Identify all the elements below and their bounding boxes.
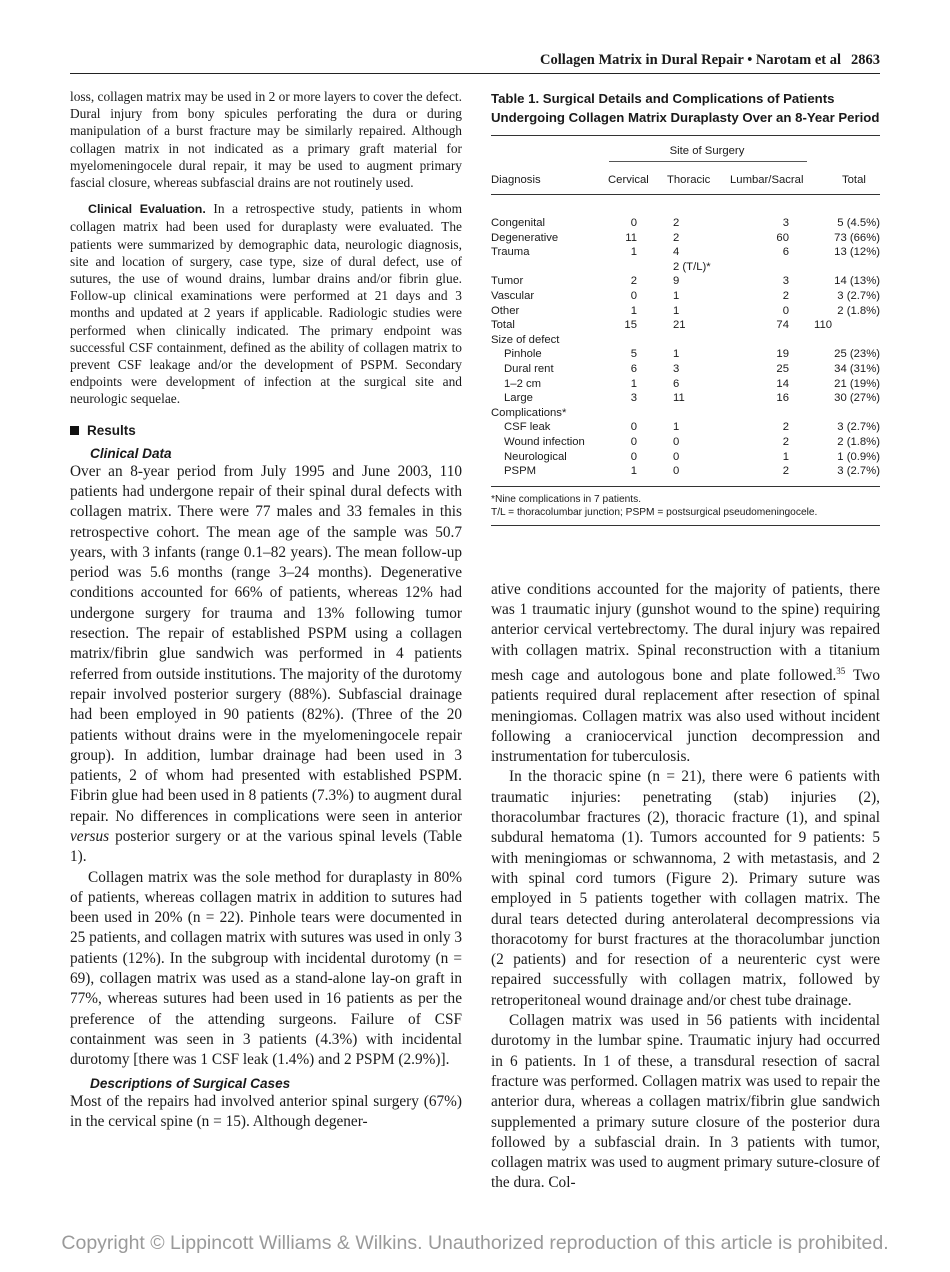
table-caption: Table 1. Surgical Details and Complications of Patients Undergoing Collagen Matrix Duraplasty Over an 8-Year Period	[491, 91, 880, 125]
cell-total: 2 (1.8%)	[837, 304, 880, 317]
clinical-data-text-a: Over an 8-year period from July 1995 and June 2003, 110 patients had undergone repair of their spinal dural defects with collagen matrix. There were 77 males and 33 females in this retrospective cohort. The mean age of the sample was 50.7 years, with 3 infants (range 0.1–82 years). The mean follow-up period was 5.6 months (range 3–24 months). Degenerative conditions accounted for 66% of patients, whereas 12% had undergone surgery for trauma and 13% following tumor resection. The repair of established PSPM using a collagen matrix/fibrin glue sandwich was performed in 4 patients referred from outside institutions. The majority of the durotomy repair involved posterior surgery (88%). Subfascial drainage had been employed in 90 patients (82%). (Three of the 20 patients without drains were in the myelomeningocele repair group). In addition, lumbar drainage had been used in 3 patients, 2 of whom had presented with established PSPM. Fibrin glue had been used in 8 patients (7.3%) to augment dural repair. No differences in complications were seen in anterior	[70, 462, 462, 825]
row-label: Wound infection	[504, 435, 585, 448]
table-body	[491, 195, 880, 486]
row-label: Total	[491, 319, 515, 332]
table-footnote-abbreviations: T/L = thoracolumbar junction; PSPM = postsurgical pseudomeningocele.	[491, 506, 818, 518]
cell-total: 14 (13%)	[834, 275, 880, 288]
paragraph-clinical-evaluation	[70, 200, 462, 407]
cell-total: 3 (2.7%)	[837, 289, 880, 302]
table-footnotes	[491, 487, 880, 525]
table-row	[491, 378, 880, 393]
table-footnote-complications: *Nine complications in 7 patients.	[491, 493, 642, 505]
table-row	[491, 465, 880, 480]
cell-total: 3 (2.7%)	[837, 465, 880, 478]
table-row	[491, 217, 880, 232]
clinical-evaluation-runin-heading: Clinical Evaluation.	[88, 202, 206, 217]
cell-thoracic: 2	[673, 217, 680, 229]
table-row	[491, 261, 880, 276]
cervical-cases-text-a: ative conditions accounted for the majority of patients, there was 1 traumatic injury (gunshot wound to the spine) requiring anterior cervical vertebrectomy. The dural injury was repaired with collagen matrix. Spinal reconstruction with a titanium mesh cage and autologous bone and plate followed.	[491, 580, 880, 684]
table-row	[491, 436, 880, 451]
cell-total: 110	[814, 319, 833, 332]
row-label: Size of defect	[491, 333, 560, 346]
results-heading-text: Results	[87, 422, 136, 438]
cell-cervical: 5	[630, 348, 637, 361]
paragraph-collagen-layers: loss, collagen matrix may be used in 2 or more layers to cover the defect. Dural injury from bony spicules perforating the dura or during manipulation of a burst fracture may be similarly repaired. Although collagen matrix in not indicated as a primary graft material for myelomeningocele dural repair, it may be used to augment primary fascial closure, whereas subfascial drains are not routinely used.	[70, 89, 462, 191]
row-label: Dural rent	[504, 362, 554, 375]
cell-thoracic: 11	[673, 392, 685, 405]
cell-lumbar-sacral: 74	[776, 319, 789, 332]
cell-lumbar-sacral: 2	[782, 435, 789, 448]
row-label: Pinhole	[504, 348, 542, 361]
cell-total: 5 (4.5%)	[837, 217, 880, 229]
row-label: PSPM	[504, 465, 537, 478]
row-label: Degenerative	[491, 231, 559, 244]
table-row	[491, 232, 880, 247]
header-rule	[70, 73, 880, 74]
site-header-rule	[609, 161, 807, 162]
table-row	[491, 348, 880, 363]
table-row	[491, 334, 880, 349]
table-header	[491, 136, 880, 194]
clinical-data-text-b: posterior surgery or at the various spinal levels (Table 1).	[70, 828, 462, 866]
right-column	[491, 88, 880, 1194]
cell-thoracic: 21	[673, 319, 686, 332]
table-row	[491, 451, 880, 466]
table-row	[491, 363, 880, 378]
cell-thoracic: 3	[673, 362, 680, 375]
paragraph-surgical-cases: Most of the repairs had involved anterior spinal surgery (67%) in the cervical spine (n = 15). Although degener-	[70, 1092, 462, 1130]
col-header-lumbar-sacral: Lumbar/Sacral	[730, 174, 804, 186]
cell-cervical: 11	[625, 231, 637, 244]
paragraph-lumbar-spine: Collagen matrix was used in 56 patients with incidental durotomy in the lumbar spine. Traumatic injury had occurred in 6 patients. In 1 of these, a transdural resection of sacral fracture was performed. Collagen matrix was used to repair the anterior dura, whereas a collagen matrix/fibrin glue sandwich supplemented a primary suture closure of the posterior dura followed by a subfascial drain. In 3 patients with tumor, collagen matrix was used to augment primary suture-closure of the dura. Col-	[491, 1012, 880, 1192]
col-header-diagnosis: Diagnosis	[491, 174, 541, 186]
row-label: Complications*	[491, 406, 567, 419]
cell-total: 13 (12%)	[834, 246, 880, 259]
cell-thoracic: 1	[673, 304, 680, 317]
row-label: Tumor	[491, 275, 524, 288]
table-row	[491, 275, 880, 290]
cell-thoracic: 6	[673, 377, 680, 390]
cell-lumbar-sacral: 14	[776, 377, 789, 390]
paragraph-cervical-cases	[491, 580, 880, 768]
cell-thoracic: 1	[673, 289, 680, 302]
row-label: 1–2 cm	[504, 377, 542, 390]
cell-cervical: 6	[630, 362, 637, 375]
table-1	[491, 135, 880, 526]
cell-cervical: 0	[630, 217, 637, 229]
cell-cervical: 0	[630, 450, 637, 463]
cell-cervical: 0	[630, 421, 637, 434]
cell-lumbar-sacral: 2	[782, 289, 789, 302]
cell-total: 1 (0.9%)	[837, 450, 880, 463]
results-heading	[70, 423, 462, 438]
reference-superscript: 35	[836, 665, 846, 676]
table-row	[491, 319, 880, 334]
surgical-cases-heading: Descriptions of Surgical Cases	[90, 1075, 291, 1091]
table-row	[491, 246, 880, 261]
col-header-thoracic: Thoracic	[667, 174, 711, 186]
paragraph-clinical-data	[70, 462, 462, 868]
cell-lumbar-sacral: 2	[782, 465, 789, 478]
cell-cervical: 1	[630, 465, 637, 478]
table-row	[491, 392, 880, 407]
site-of-surgery-header: Site of Surgery	[669, 145, 745, 157]
square-bullet-icon	[70, 426, 79, 435]
cell-thoracic: 0	[673, 450, 680, 463]
copyright-notice: Copyright © Lippincott Williams & Wilkins. Unauthorized reproduction of this article is prohibited.	[61, 1232, 889, 1254]
row-label: Other	[491, 304, 520, 317]
table-row	[491, 407, 880, 422]
cell-total: 30 (27%)	[834, 392, 880, 405]
cell-total: 21 (19%)	[834, 377, 880, 390]
cell-thoracic: 2 (T/L)*	[673, 260, 711, 273]
cell-lumbar-sacral: 3	[782, 217, 789, 229]
clinical-evaluation-text: In a retrospective study, patients in whom collagen matrix had been used for duraplasty were evaluated. The patients were summarized by demographic data, neurologic diagnosis, site and location of surgery, case type, size of dural defect, use of sutures, the use of wound drains, lumbar drains and/or fibrin glue. Follow-up clinical examinations were performed at 21 days and 3 months and updated at 2 years if applicable. Radiologic studies were performed when clinically indicated. The primary endpoint was successful CSF containment, defined as the ability of collagen matrix to prevent CSF leakage and/or the development of PSPM. Secondary endpoints were development of infection at the surgical site and neurologic sequelae.	[70, 201, 463, 407]
row-label: Vascular	[491, 289, 535, 302]
cell-thoracic: 4	[673, 246, 680, 259]
clinical-data-italic: versus	[70, 828, 110, 845]
cell-lumbar-sacral: 6	[782, 246, 789, 259]
clinical-data-heading: Clinical Data	[90, 445, 172, 461]
cell-lumbar-sacral: 19	[776, 348, 789, 361]
row-label: CSF leak	[504, 421, 551, 434]
cell-cervical: 15	[624, 319, 637, 332]
cell-lumbar-sacral: 3	[782, 275, 789, 288]
cell-total: 34 (31%)	[834, 362, 880, 375]
col-header-total: Total	[842, 174, 866, 186]
cell-lumbar-sacral: 25	[776, 362, 789, 375]
cell-lumbar-sacral: 2	[782, 421, 789, 434]
cell-lumbar-sacral: 16	[776, 392, 789, 405]
cell-total: 25 (23%)	[834, 348, 880, 361]
table-row	[491, 305, 880, 320]
cell-lumbar-sacral: 60	[776, 231, 789, 244]
paragraph-thoracic-spine: In the thoracic spine (n = 21), there were 6 patients with traumatic injuries: penetrating (stab) injuries (2), thoracolumbar fractures (2), thoracic fracture (1), and spinal subdural hematoma (1). Tumors accounted for 9 patients: 5 with meningiomas or schwannoma, 2 with metastasis, and 2 with spinal cord tumors (Figure 2). Primary suture was employed in 5 patients together with collagen matrix. The dural tears detected during anterolateral decompressions via thoracotomy for burst fractures at the thoracolumbar junction (2 patients) and for resection of a neurenteric cyst were repaired successfully with collagen matrix, followed by retroperitoneal wound drainage and/or chest tube drainage.	[491, 768, 880, 1009]
col-header-cervical: Cervical	[608, 174, 649, 186]
row-label: Congenital	[491, 217, 546, 229]
cell-total: 2 (1.8%)	[837, 435, 880, 448]
cell-cervical: 0	[630, 435, 637, 448]
running-title: Collagen Matrix in Dural Repair • Narotam et al	[540, 52, 841, 68]
cell-total: 3 (2.7%)	[837, 421, 880, 434]
cell-total: 73 (66%)	[834, 231, 880, 244]
cell-thoracic: 0	[673, 465, 680, 478]
row-label: Large	[504, 392, 533, 405]
cell-cervical: 1	[630, 377, 637, 390]
cell-lumbar-sacral: 0	[782, 304, 789, 317]
cell-lumbar-sacral: 1	[782, 450, 789, 463]
paragraph-sole-method: Collagen matrix was the sole method for duraplasty in 80% of patients, whereas collagen matrix in addition to sutures had been used in 20% (n = 22). Pinhole tears were documented in 25 patients, and collagen matrix with sutures was used in only 3 patients (12%). In the subgroup with incidental durotomy (n = 69), collagen matrix was used as a stand-alone lay-on graft in 77%, whereas sutures had been used in 16 patients as per the preference of the attending surgeons. Failure of CSF containment was seen in 3 patients (4.3%) with incidental durotomy [there was 1 CSF leak (1.4%) and 2 PSPM (2.9%)].	[70, 868, 462, 1069]
cervical-cases-text-b: Two patients required dural replacement after resection of spinal meningiomas. Collagen matrix was also used without incident following a craniocervical junction decompression and instrumentation for tuberculosis.	[491, 666, 880, 766]
cell-thoracic: 1	[673, 421, 680, 434]
cell-cervical: 2	[630, 275, 637, 288]
cell-thoracic: 0	[673, 435, 680, 448]
cell-cervical: 1	[630, 304, 637, 317]
cell-cervical: 3	[630, 392, 637, 405]
page-number: 2863	[851, 52, 880, 68]
row-label: Trauma	[491, 246, 530, 259]
cell-thoracic: 2	[673, 231, 680, 244]
table-row	[491, 421, 880, 436]
cell-cervical: 1	[630, 246, 637, 259]
left-column	[70, 88, 462, 1132]
cell-thoracic: 1	[673, 348, 680, 361]
table-row	[491, 290, 880, 305]
cell-thoracic: 9	[673, 275, 680, 288]
running-head	[540, 52, 880, 69]
row-label: Neurological	[504, 450, 567, 463]
cell-cervical: 0	[630, 289, 637, 302]
